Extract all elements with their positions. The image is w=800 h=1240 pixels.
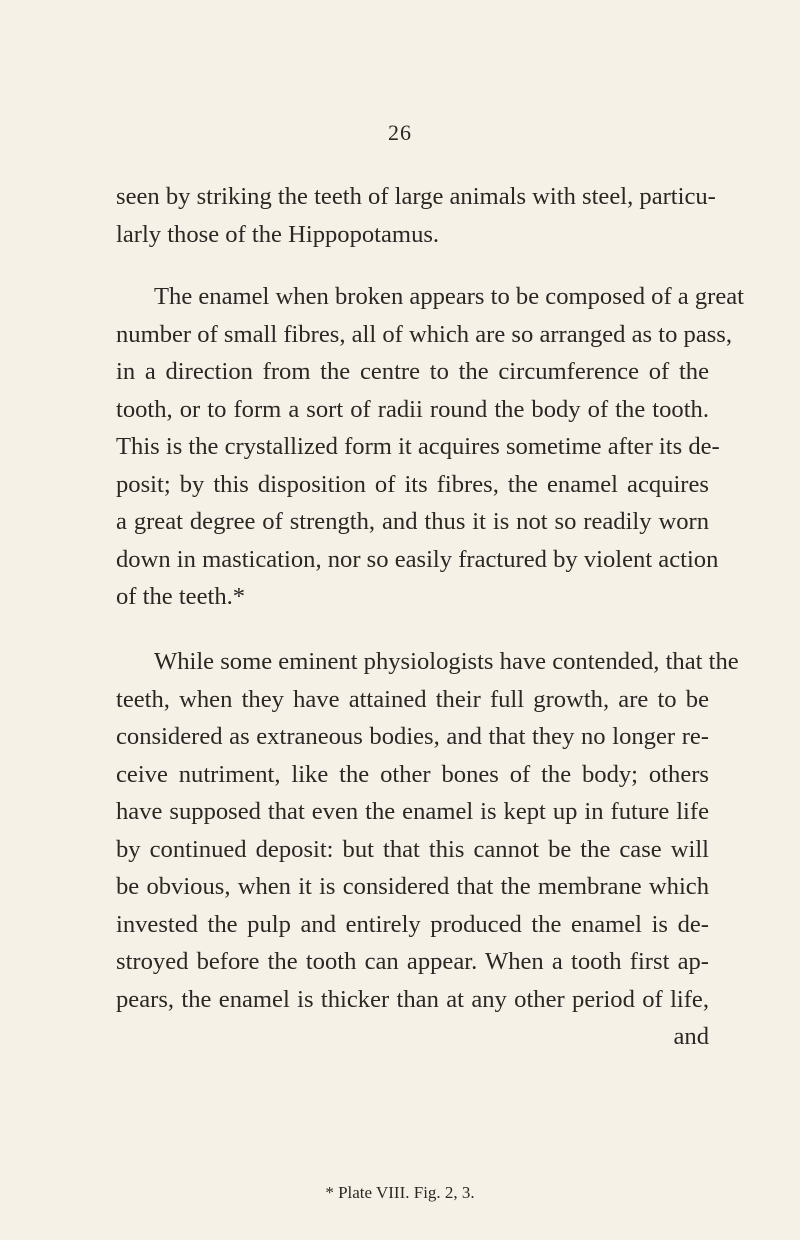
text-line: seen by striking the teeth of large animals with steel, particu- (116, 183, 716, 210)
text-line: a great degree of strength, and thus it is not so readily worn (116, 508, 709, 535)
text-line: have supposed that even the enamel is kept up in future life (116, 798, 709, 825)
paragraph-3 (116, 643, 739, 1056)
text-line: considered as extraneous bodies, and that they no longer re- (116, 723, 709, 750)
text-line: stroyed before the tooth can appear. When a tooth first ap- (116, 948, 709, 975)
page-number: 26 (388, 120, 412, 145)
footnote: * Plate VIII. Fig. 2, 3. (325, 1183, 475, 1202)
text-line: ceive nutriment, like the other bones of the body; others (116, 760, 709, 788)
text-line: of the teeth.* (116, 583, 246, 610)
text-line: pears, the enamel is thicker than at any other period of life, (116, 985, 709, 1013)
text-line: tooth, or to form a sort of radii round the body of the tooth. (116, 395, 709, 423)
text-line: by continued deposit: but that this cannot be the case will (116, 835, 709, 863)
text-line: The enamel when broken appears to be composed of a great (154, 283, 745, 310)
text-line: posit; by this disposition of its fibres, the enamel acquires (116, 470, 709, 498)
text-line: While some eminent physiologists have contended, that the (154, 648, 739, 675)
text-line: number of small fibres, all of which are so arranged as to pass, (116, 320, 733, 348)
text-line: in a direction from the centre to the circumference of the (116, 358, 709, 385)
text-line: down in mastication, nor so easily fractured by violent action (116, 545, 719, 573)
text-line: invested the pulp and entirely produced the enamel is de- (116, 910, 709, 938)
text-line: larly those of the Hippopotamus. (116, 220, 440, 248)
catchword: and (673, 1023, 709, 1050)
paragraph-2 (116, 278, 745, 616)
text-line: be obvious, when it is considered that the membrane which (116, 873, 709, 900)
text-line: This is the crystallized form it acquires sometime after its de- (116, 433, 720, 460)
text-line: teeth, when they have attained their full growth, are to be (116, 685, 709, 713)
paragraph-1 (116, 178, 716, 253)
